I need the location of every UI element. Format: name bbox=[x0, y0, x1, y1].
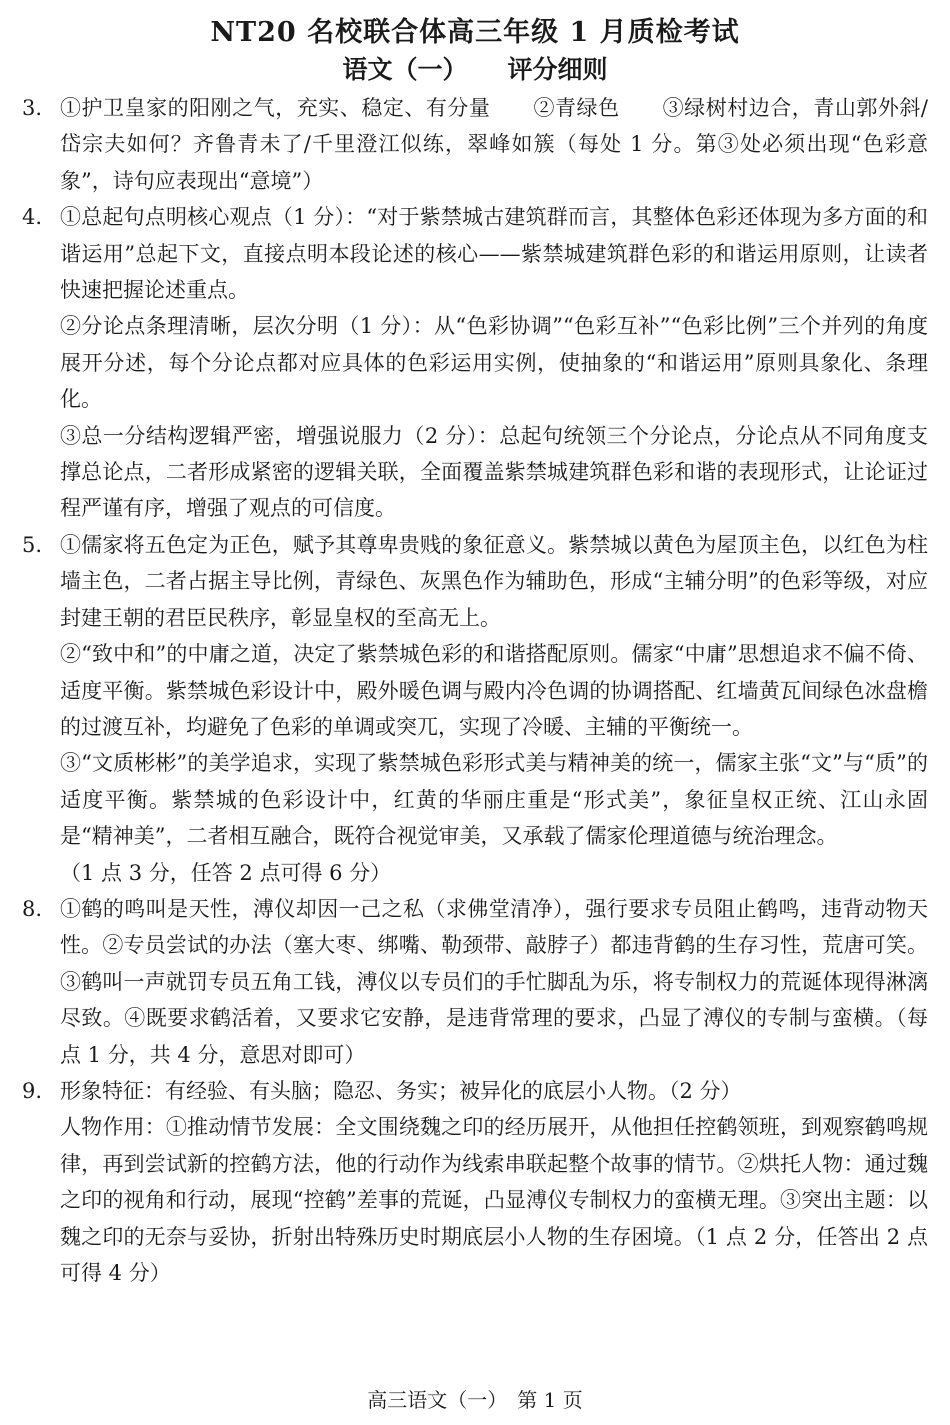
page-footer: 高三语文（一） 第 1 页 bbox=[367, 1388, 583, 1412]
answer-paragraph: ③“文质彬彬”的美学追求，实现了紫禁城色彩形式美与精神美的统一，儒家主张“文”与“质”的适度平衡。紫禁城的色彩设计中，红黄的华丽庄重是“形式美”，象征皇权正统、江山永固是“精神美”，二者相互融合，既符合视觉审美，又承载了儒家伦理道德与统治理念。 bbox=[60, 751, 928, 849]
answer-paragraph: ①总起句点明核心观点（1 分）：“对于紫禁城古建筑群而言，其整体色彩还体现为多方面的和谐运用”总起下文，直接点明本段论述的核心——紫禁城建筑群色彩的和谐运用原则，让读者快速把握论述重点。 bbox=[60, 205, 928, 303]
question-9 bbox=[22, 1073, 928, 1291]
question-number: 9. bbox=[22, 1078, 43, 1103]
question-5 bbox=[22, 527, 928, 891]
page-title: NT20 名校联合体高三年级 1 月质检考试 bbox=[210, 17, 740, 48]
question-3 bbox=[22, 90, 928, 199]
answer-paragraph: 形象特征：有经验、有头脑；隐忍、务实；被异化的底层小人物。（2 分） bbox=[60, 1078, 742, 1103]
question-4 bbox=[22, 199, 928, 527]
answer-paragraph: ①护卫皇家的阳刚之气，充实、稳定、有分量 ②青绿色 ③绿树村边合，青山郭外斜/岱宗夫如何？齐鲁青未了/千里澄江似练，翠峰如簇（每处 1 分。第③处必须出现“色彩意象”，诗句应表现出“意境”） bbox=[60, 96, 928, 193]
answer-paragraph: ③总一分结构逻辑严密，增强说服力（2 分）：总起句统领三个分论点，分论点从不同角度支撑总论点，二者形成紧密的逻辑关联，全面覆盖紫禁城建筑群色彩和谐的表现形式，让论证过程严谨有序，增强了观点的可信度。 bbox=[60, 423, 928, 521]
question-number: 8. bbox=[22, 896, 43, 921]
subject-label: 语文（一） bbox=[342, 55, 468, 84]
page-subtitle bbox=[22, 52, 928, 88]
scoring-note: （1 点 3 分，任答 2 点可得 6 分） bbox=[60, 860, 392, 885]
answer-paragraph: ②“致中和”的中庸之道，决定了紫禁城色彩的和谐搭配原则。儒家“中庸”思想追求不偏不倚、适度平衡。紫禁城色彩设计中，殿外暖色调与殿内冷色调的协调搭配、红墙黄瓦间绿色冰盘檐的过渡互补，均避免了色彩的单调或突兀，实现了冷暖、主辅的平衡统一。 bbox=[60, 642, 928, 739]
answer-paragraph: ②分论点条理清晰，层次分明（1 分）：从“色彩协调”“色彩互补”“色彩比例”三个并列的角度展开分述，每个分论点都对应具体的色彩运用实例，使抽象的“和谐运用”原则具象化、条理化。 bbox=[60, 314, 928, 412]
question-number: 4. bbox=[22, 205, 43, 230]
answer-paragraph: ①鹤的鸣叫是天性，溥仪却因一己之私（求佛堂清净），强行要求专员阻止鹤鸣，违背动物天性。②专员尝试的办法（塞大枣、绑嘴、勒颈带、敲脖子）都违背鹤的生存习性，荒唐可笑。③鹤叫一声就罚专员五角工钱，溥仪以专员们的手忙脚乱为乐，将专制权力的荒诞体现得淋漓尽致。④既要求鹤活着，又要求它安静，是违背常理的要求，凸显了溥仪的专制与蛮横。（每点 1 分，共 4 分，意思对即可） bbox=[60, 896, 928, 1067]
question-number: 5. bbox=[22, 532, 43, 557]
question-number: 3. bbox=[22, 96, 43, 120]
rubric-label: 评分细则 bbox=[507, 55, 608, 84]
answer-paragraph: 人物作用：①推动情节发展：全文围绕魏之印的经历展开，从他担任控鹤领班，到观察鹤鸣规律，再到尝试新的控鹤方法，他的行动作为线索串联起整个故事的情节。②烘托人物：通过魏之印的视角和行动，展现“控鹤”差事的荒诞，凸显溥仪专制权力的蛮横无理。③突出主题：以魏之印的无奈与妥协，折射出特殊历史时期底层小人物的生存困境。（1 点 2 分，任答出 2 点可得 4 分） bbox=[60, 1115, 928, 1285]
question-8 bbox=[22, 891, 928, 1073]
answer-paragraph: ①儒家将五色定为正色，赋予其尊卑贵贱的象征意义。紫禁城以黄色为屋顶主色，以红色为柱墙主色，二者占据主导比例，青绿色、灰黑色作为辅助色，形成“主辅分明”的色彩等级，对应封建王朝的君臣民秩序，彰显皇权的至高无上。 bbox=[60, 532, 928, 630]
